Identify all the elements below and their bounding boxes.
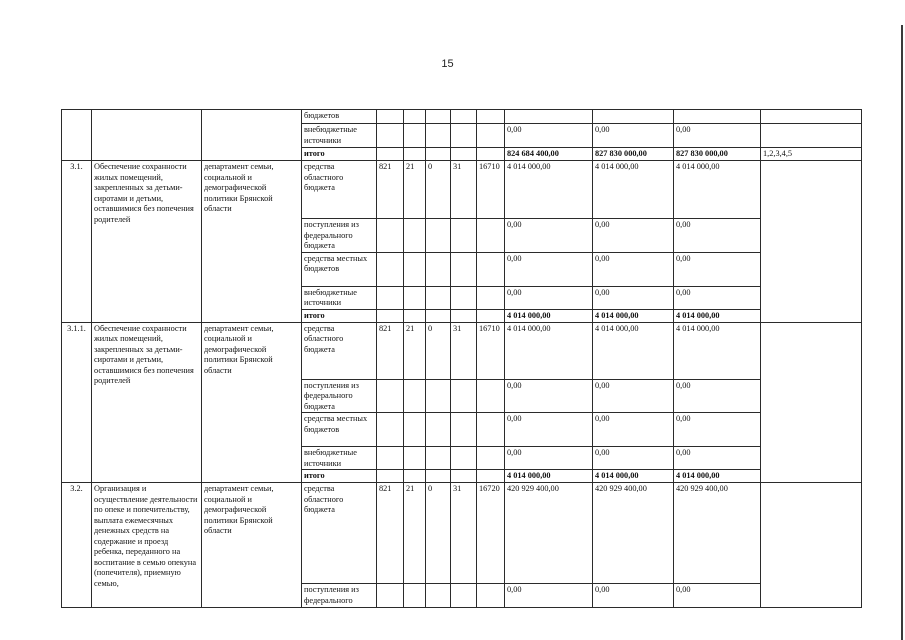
value-cell: 420 929 400,00 — [674, 483, 761, 584]
value-cell: 420 929 400,00 — [505, 483, 593, 584]
table-row — [62, 110, 862, 124]
value-cell: 4 014 000,00 — [674, 309, 761, 322]
value-cell: 4 014 000,00 — [674, 470, 761, 483]
source-cell: средства местных бюджетов — [302, 413, 377, 447]
value-cell: 0,00 — [593, 219, 674, 253]
value-cell — [593, 110, 674, 124]
code-cell: 31 — [451, 322, 477, 379]
page-number: 15 — [441, 58, 454, 70]
code-cell: 21 — [404, 161, 426, 219]
code-cell: 0 — [426, 161, 451, 219]
value-cell: 0,00 — [674, 413, 761, 447]
code-cell: 16710 — [477, 322, 505, 379]
code-cell: 0 — [426, 483, 451, 584]
value-cell: 4 014 000,00 — [593, 161, 674, 219]
value-cell: 0,00 — [593, 124, 674, 148]
source-cell: средства областного бюджета — [302, 161, 377, 219]
value-cell: 0,00 — [505, 413, 593, 447]
scan-edge-line — [901, 25, 903, 640]
extra-cell — [761, 110, 862, 124]
value-cell: 0,00 — [505, 252, 593, 286]
value-cell: 0,00 — [674, 584, 761, 608]
item-name-cell — [92, 110, 202, 161]
extra-cell — [761, 483, 862, 608]
source-cell: средства местных бюджетов — [302, 252, 377, 286]
source-cell: средства областного бюджета — [302, 483, 377, 584]
value-cell — [505, 110, 593, 124]
source-cell: средства областного бюджета — [302, 322, 377, 379]
item-name-cell: Обеспечение сохранности жилых помещений, закрепленных за детьми-сиротами и детьми, оставшимися без попечения родителей — [92, 161, 202, 323]
value-cell: 4 014 000,00 — [505, 161, 593, 219]
value-cell: 0,00 — [505, 219, 593, 253]
value-cell: 0,00 — [674, 219, 761, 253]
code-cell: 821 — [377, 161, 404, 219]
source-cell: внебюджетные источники — [302, 447, 377, 470]
code-cell: 31 — [451, 161, 477, 219]
item-name-cell: Обеспечение сохранности жилых помещений, закрепленных за детьми-сиротами и детьми, оставшимися без попечения родителей — [92, 322, 202, 483]
code-cell: 16720 — [477, 483, 505, 584]
extra-cell — [761, 124, 862, 148]
source-cell: внебюджетные источники — [302, 124, 377, 148]
source-cell: поступления из федерального — [302, 584, 377, 608]
item-number-cell: 3.1. — [62, 161, 92, 323]
value-cell: 4 014 000,00 — [674, 161, 761, 219]
source-cell: итого — [302, 470, 377, 483]
value-cell: 824 684 400,00 — [505, 148, 593, 161]
budget-table — [61, 109, 862, 608]
value-cell: 4 014 000,00 — [505, 322, 593, 379]
source-cell: поступления из федерального бюджета — [302, 379, 377, 413]
value-cell: 0,00 — [674, 124, 761, 148]
code-cell: 821 — [377, 322, 404, 379]
source-cell: внебюджетные источники — [302, 286, 377, 309]
value-cell: 4 014 000,00 — [674, 322, 761, 379]
value-cell: 4 014 000,00 — [593, 470, 674, 483]
code-cell: 0 — [426, 322, 451, 379]
value-cell: 0,00 — [505, 124, 593, 148]
value-cell: 0,00 — [674, 286, 761, 309]
value-cell: 0,00 — [505, 447, 593, 470]
value-cell: 0,00 — [593, 252, 674, 286]
value-cell: 827 830 000,00 — [593, 148, 674, 161]
item-executor-cell: департамент семьи, социальной и демографической политики Брянской области — [202, 161, 302, 323]
table-row — [62, 322, 862, 379]
value-cell: 4 014 000,00 — [505, 470, 593, 483]
value-cell — [674, 110, 761, 124]
code-cell: 16710 — [477, 161, 505, 219]
value-cell: 0,00 — [505, 286, 593, 309]
source-cell: итого — [302, 309, 377, 322]
item-number-cell: 3.1.1. — [62, 322, 92, 483]
value-cell: 420 929 400,00 — [593, 483, 674, 584]
item-executor-cell: департамент семьи, социальной и демографической политики Брянской области — [202, 483, 302, 608]
value-cell: 0,00 — [593, 286, 674, 309]
value-cell: 0,00 — [505, 584, 593, 608]
value-cell: 0,00 — [674, 379, 761, 413]
code-cell: 21 — [404, 483, 426, 584]
value-cell: 0,00 — [593, 379, 674, 413]
code-cell: 821 — [377, 483, 404, 584]
table-row — [62, 161, 862, 219]
value-cell: 827 830 000,00 — [674, 148, 761, 161]
source-cell: итого — [302, 148, 377, 161]
value-cell: 0,00 — [674, 447, 761, 470]
source-cell: бюджетов — [302, 110, 377, 124]
item-executor-cell — [202, 110, 302, 161]
value-cell: 4 014 000,00 — [505, 309, 593, 322]
value-cell: 0,00 — [674, 252, 761, 286]
value-cell: 4 014 000,00 — [593, 322, 674, 379]
extra-cell — [761, 161, 862, 323]
extra-cell: 1,2,3,4,5 — [761, 148, 862, 161]
table-row — [62, 483, 862, 584]
item-executor-cell: департамент семьи, социальной и демографической политики Брянской области — [202, 322, 302, 483]
value-cell: 0,00 — [593, 584, 674, 608]
extra-cell — [761, 322, 862, 483]
code-cell: 31 — [451, 483, 477, 584]
source-cell: поступления из федерального бюджета — [302, 219, 377, 253]
value-cell: 0,00 — [593, 413, 674, 447]
item-name-cell: Организация и осуществление деятельности по опеке и попечительству, выплата ежемесячных денежных средств на содержание и проезд ребенка, переданного на воспитание в семью опекуна (попечителя), приемную семью, — [92, 483, 202, 608]
item-number-cell: 3.2. — [62, 483, 92, 608]
value-cell: 0,00 — [593, 447, 674, 470]
item-number-cell — [62, 110, 92, 161]
value-cell: 0,00 — [505, 379, 593, 413]
value-cell: 4 014 000,00 — [593, 309, 674, 322]
code-cell: 21 — [404, 322, 426, 379]
